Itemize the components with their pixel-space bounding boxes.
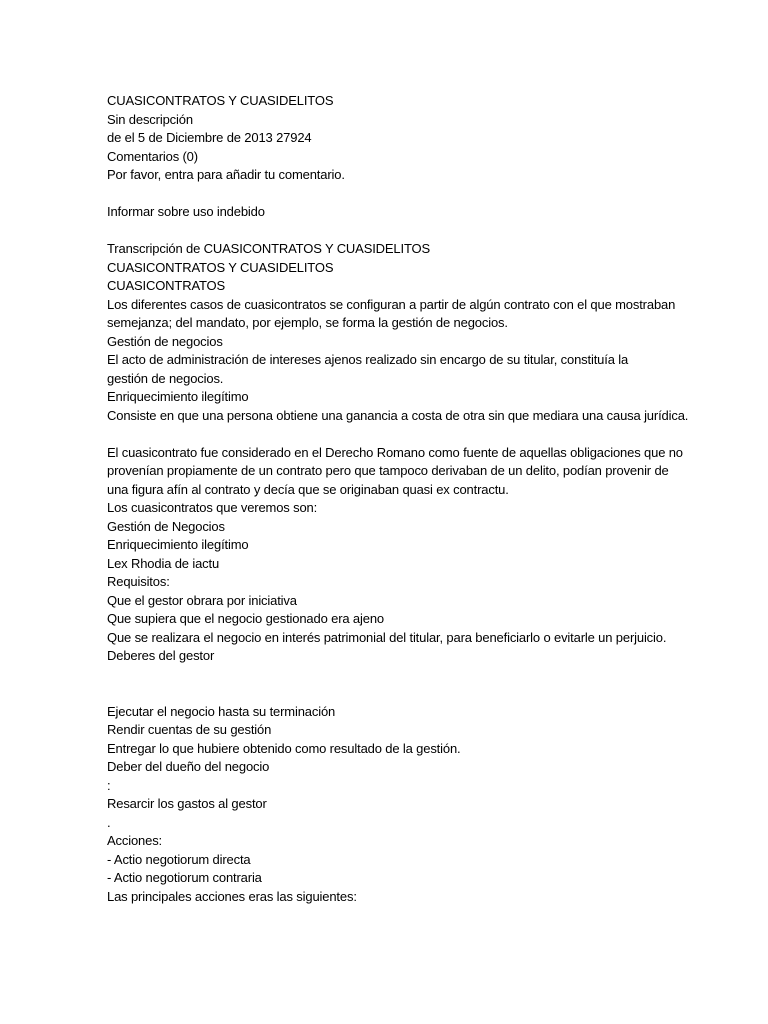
spacer <box>107 666 707 703</box>
comment-prompt: Por favor, entra para añadir tu comentario. <box>107 167 345 182</box>
body-line: CUASICONTRATOS <box>107 278 226 293</box>
body-line: Deber del dueño del negocio <box>107 759 270 774</box>
body-line: gestión de negocios. <box>107 370 224 386</box>
body-line: El acto de administración de intereses ajenos realizado sin encargo de su titular, constituía la <box>107 352 629 367</box>
body-line: . <box>107 814 111 830</box>
document-description: Sin descripción <box>107 111 193 127</box>
comments-link[interactable]: Comentarios (0) <box>107 148 198 164</box>
body-line: Las principales acciones eras las siguientes: <box>107 888 357 904</box>
document-date: de el 5 de Diciembre de 2013 27924 <box>107 130 312 145</box>
body-line: Consiste en que una persona obtiene una ganancia a costa de otra sin que mediara una causa jurídica. <box>107 407 689 423</box>
body-line: semejanza; del mandato, por ejemplo, se forma la gestión de negocios. <box>107 315 508 330</box>
body-line: Los cuasicontratos que veremos son: <box>107 500 318 515</box>
spacer <box>107 185 707 204</box>
body-line: Que supiera que el negocio gestionado era ajeno <box>107 611 384 626</box>
spacer <box>107 222 707 241</box>
body-line: provenían propiamente de un contrato pero que tampoco derivaban de un delito, podían provenir de <box>107 463 669 478</box>
body-line: Ejecutar el negocio hasta su terminación <box>107 703 336 719</box>
body-line: Rendir cuentas de su gestión <box>107 722 272 737</box>
body-line: Gestión de negocios <box>107 333 223 349</box>
body-line: Los diferentes casos de cuasicontratos se configuran a partir de algún contrato con el que mostraban <box>107 296 676 312</box>
document-title: CUASICONTRATOS Y CUASIDELITOS <box>107 93 334 108</box>
body-line: Resarcir los gastos al gestor <box>107 796 267 811</box>
body-line: Deberes del gestor <box>107 648 215 663</box>
body-line <box>107 425 707 444</box>
body-line: - Actio negotiorum directa <box>107 851 251 867</box>
body-line: CUASICONTRATOS Y CUASIDELITOS <box>107 259 334 275</box>
body-line: Enriquecimiento ilegítimo <box>107 389 249 404</box>
body-line: Acciones: <box>107 833 163 848</box>
body-line: Enriquecimiento ilegítimo <box>107 537 249 552</box>
body-line: El cuasicontrato fue considerado en el Derecho Romano como fuente de aquellas obligaciones que no <box>107 444 683 460</box>
body-line: Entregar lo que hubiere obtenido como resultado de la gestión. <box>107 740 461 756</box>
body-line: una figura afín al contrato y decía que se originaban quasi ex contractu. <box>107 481 509 497</box>
transcription-body <box>107 240 707 906</box>
document-page <box>107 92 707 906</box>
body-line: - Actio negotiorum contraria <box>107 870 262 885</box>
body-line: : <box>107 777 111 793</box>
body-line: Requisitos: <box>107 574 170 589</box>
body-line: Que el gestor obrara por iniciativa <box>107 592 297 608</box>
report-abuse-link[interactable]: Informar sobre uso indebido <box>107 204 265 219</box>
body-line: Lex Rhodia de iactu <box>107 555 220 571</box>
body-line: Transcripción de CUASICONTRATOS Y CUASIDELITOS <box>107 241 431 256</box>
body-line: Que se realizara el negocio en interés patrimonial del titular, para beneficiarlo o evitarle un perjuicio. <box>107 629 667 645</box>
body-line: Gestión de Negocios <box>107 518 225 534</box>
